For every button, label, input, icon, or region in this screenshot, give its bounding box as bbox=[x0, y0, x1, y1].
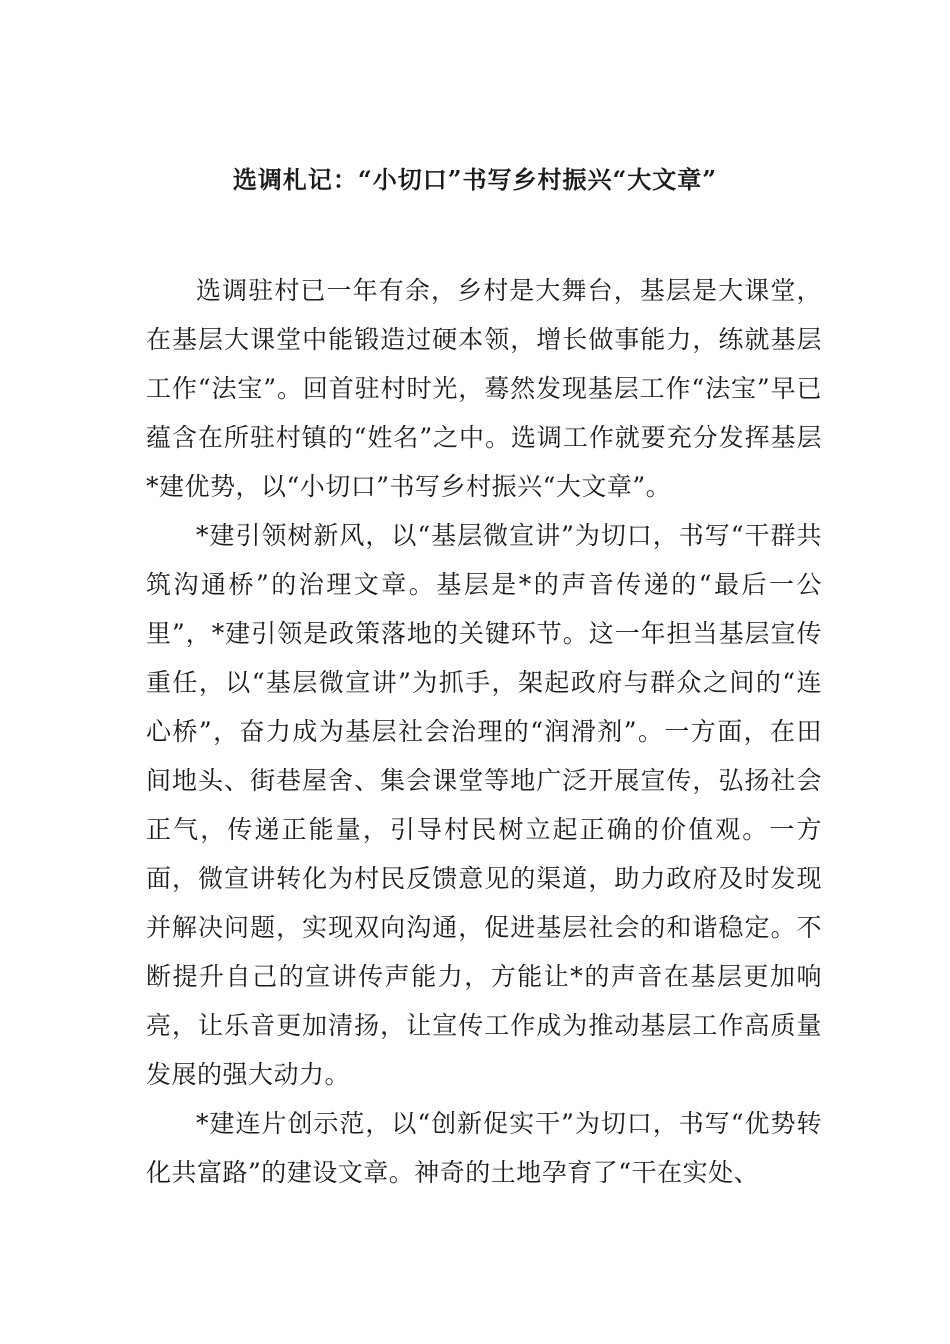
paragraph-demonstration: *建连片创示范，以“创新促实干”为切口，书写“优势转化共富路”的建设文章。神奇的土地孕育了“干在实处、 bbox=[146, 1109, 822, 1187]
paragraph-intro: 选调驻村已一年有余，乡村是大舞台，基层是大课堂，在基层大课堂中能锻造过硬本领，增长做事能力，练就基层工作“法宝”。回首驻村时光，蓦然发现基层工作“法宝”早已蕴含在所驻村镇的“姓名”之中。选调工作就要充分发挥基层*建优势，以“小切口”书写乡村振兴“大文章”。 bbox=[146, 276, 822, 501]
document-title: 选调札记：“小切口”书写乡村振兴“大文章” bbox=[232, 165, 718, 194]
document-body bbox=[146, 266, 822, 1197]
paragraph-publicity: *建引领树新风，以“基层微宣讲”为切口，书写“干群共筑沟通桥”的治理文章。基层是*的声音传递的“最后一公里”，*建引领是政策落地的关键环节。这一年担当基层宣传重任，以“基层微宣讲”为抓手，架起政府与群众之间的“连心桥”，奋力成为基层社会治理的“润滑剂”。一方面，在田间地头、街巷屋舍、集会课堂等地广泛开展宣传，弘扬社会正气，传递正能量，引导村民树立起正确的价值观。一方面，微宣讲转化为村民反馈意见的渠道，助力政府及时发现并解决问题，实现双向沟通，促进基层社会的和谐稳定。不断提升自己的宣讲传声能力，方能让*的声音在基层更加响亮，让乐音更加清扬，让宣传工作成为推动基层工作高质量发展的强大动力。 bbox=[146, 521, 822, 1089]
